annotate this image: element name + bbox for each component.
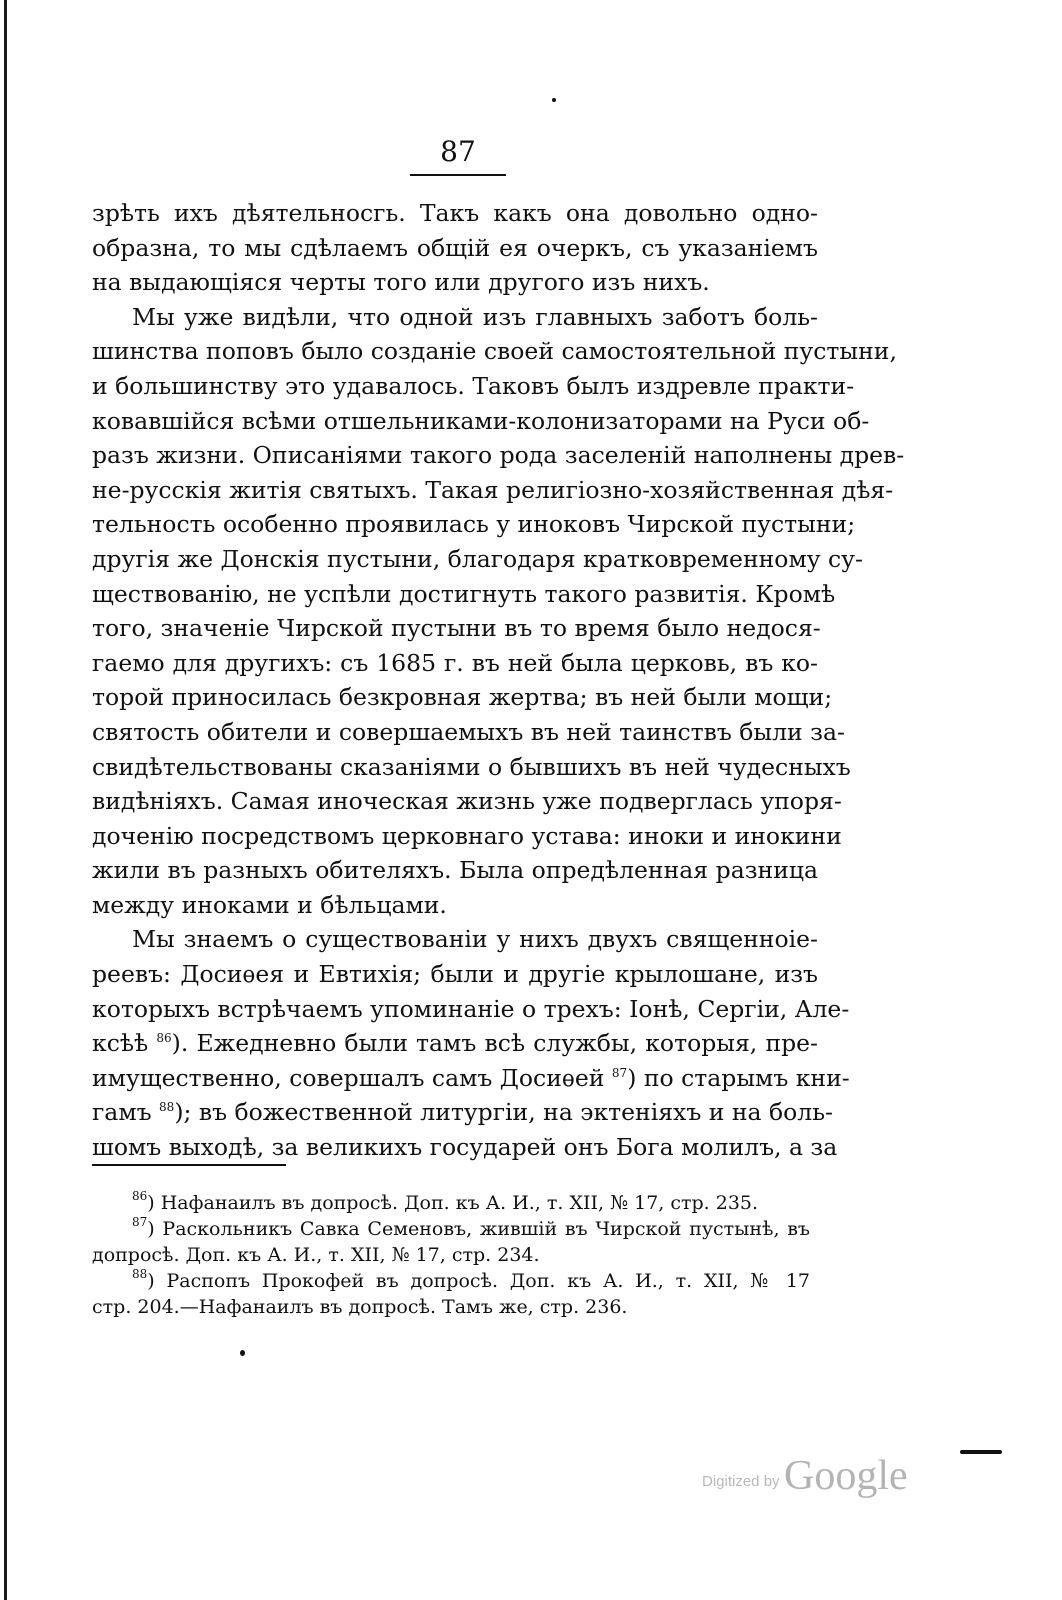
text-line <box>92 1095 833 1130</box>
google-logo: Google <box>784 1453 908 1499</box>
text-line: того, значеніе Чирской пустыни въ то время было недося- <box>92 614 821 643</box>
text-line: гаемо для другихъ: съ 1685 г. въ ней была церковь, въ ко- <box>92 648 818 677</box>
text-line: ковавшійся всѣми отшельниками-колонизаторами на Руси об- <box>92 406 870 435</box>
footnote-line: стр. 204.—Нафанаилъ въ допросѣ. Тамъ же, стр. 236. <box>92 1296 628 1318</box>
digitized-watermark <box>702 1452 908 1500</box>
text-line: не-русскія житія святыхъ. Такая религіозно-хозяйственная дѣя- <box>92 475 894 504</box>
speck-mark <box>552 98 556 102</box>
text-line: Мы знаемъ о существованіи у нихъ двухъ священноіе- <box>132 925 818 954</box>
page-number: 87 <box>410 134 506 176</box>
text-line <box>92 1061 850 1096</box>
text-line: видѣніяхъ. Самая иноческая жизнь уже подверглась упоря- <box>92 787 842 816</box>
footnote-line: $^{87}$) Раскольникъ Савка Семеновъ, жившій въ Чирской пустынѣ, въ <box>132 1215 810 1240</box>
text-fragment: гамъ <box>92 1098 152 1127</box>
text-fragment: имущественно, совершалъ самъ Досиѳей <box>92 1063 605 1092</box>
footnote-line: $^{88}$) Распопъ Прокофей въ допросѣ. Доп. къ А. И., т. ХII, № 17 <box>132 1267 811 1292</box>
text-line: шинства поповъ было созданіе своей самостоятельной пустыни, <box>92 337 897 366</box>
footnote-ref: 87 <box>611 1065 628 1080</box>
text-line: тельность особенно проявилась у иноковъ Чирской пустыни; <box>92 510 856 539</box>
footnotes <box>92 1190 810 1320</box>
text-line: разъ жизни. Описаніями такого рода заселеній наполнены древ- <box>92 441 905 470</box>
text-line: образна, то мы сдѣлаемъ общій ея очеркъ, съ указаніемъ <box>92 233 818 262</box>
footnote-line: $^{86}$) Нафанаилъ въ допросѣ. Доп. къ А. И., т. ХII, № 17, стр. 235. <box>132 1189 759 1214</box>
text-line <box>92 1026 818 1061</box>
text-line: шомъ выходѣ, за великихъ государей онъ Бога молилъ, а за <box>92 1133 838 1162</box>
footnote-ref: 86 <box>156 1031 172 1046</box>
footnote-rule <box>92 1164 286 1166</box>
text-line: жили въ разныхъ обителяхъ. Была опредѣленная разница <box>92 856 818 885</box>
footnote-ref: 88 <box>159 1100 175 1115</box>
text-fragment: ксѣѣ <box>92 1029 149 1058</box>
footnote-text: Раскольникъ Савка Семеновъ, жившій въ Чирской пустынѣ, въ <box>162 1218 810 1240</box>
text-line: реевъ: Досиѳея и Евтихія; были и другіе крылошане, изъ <box>92 960 818 989</box>
page-left-edge <box>4 0 7 1600</box>
footnote-text: Нафанаилъ въ допросѣ. Доп. къ А. И., т. ХII, № 17, стр. 235. <box>160 1192 759 1214</box>
footnote-text: Распопъ Прокофей въ допросѣ. Доп. къ А. И., т. ХII, № 17 <box>166 1270 811 1292</box>
text-line: свидѣтельствованы сказаніями о бывшихъ въ ней чудесныхъ <box>92 752 851 781</box>
text-line: на выдающіяся черты того или другого изъ нихъ. <box>92 268 710 297</box>
footnote-number: 86 <box>132 1189 148 1203</box>
body-text <box>92 196 905 1165</box>
text-line: Мы уже видѣли, что одной изъ главныхъ заботъ боль- <box>132 302 818 331</box>
speck-mark <box>240 1350 245 1356</box>
text-line: ществованію, не успѣли достигнуть такого развитія. Кромѣ <box>92 579 836 608</box>
footnote-number: 88 <box>132 1267 148 1281</box>
text-line: которыхъ встрѣчаемъ упоминаніе о трехъ: Іонѣ, Сергіи, Але- <box>92 994 850 1023</box>
text-line: торой приносилась безкровная жертва; въ ней были мощи; <box>92 683 833 712</box>
footnote-line: допросѣ. Доп. къ А. И., т. ХII, № 17, стр. 234. <box>92 1244 540 1266</box>
text-fragment: ). Ежедневно были тамъ всѣ службы, которыя, пре- <box>171 1029 818 1058</box>
watermark-prefix: Digitized by <box>702 1473 780 1490</box>
edge-mark <box>960 1450 1002 1454</box>
text-line: доченію посредствомъ церковнаго устава: иноки и инокини <box>92 821 842 850</box>
text-line: зрѣть ихъ дѣятельносгь. Такъ какъ она довольно одно- <box>92 199 818 227</box>
text-line: другія же Донскія пустыни, благодаря кратковременному су- <box>92 544 863 573</box>
text-line: и большинству это удавалось. Таковъ былъ издревле практи- <box>92 371 855 400</box>
text-fragment: ) по старымъ кни- <box>627 1063 850 1092</box>
text-line: между иноками и бѣльцами. <box>92 890 447 919</box>
footnote-number: 87 <box>132 1215 148 1229</box>
text-line: святость обители и совершаемыхъ въ ней таинствъ были за- <box>92 717 845 746</box>
text-fragment: ); въ божественной литургіи, на эктеніяхъ и на боль- <box>174 1098 833 1127</box>
